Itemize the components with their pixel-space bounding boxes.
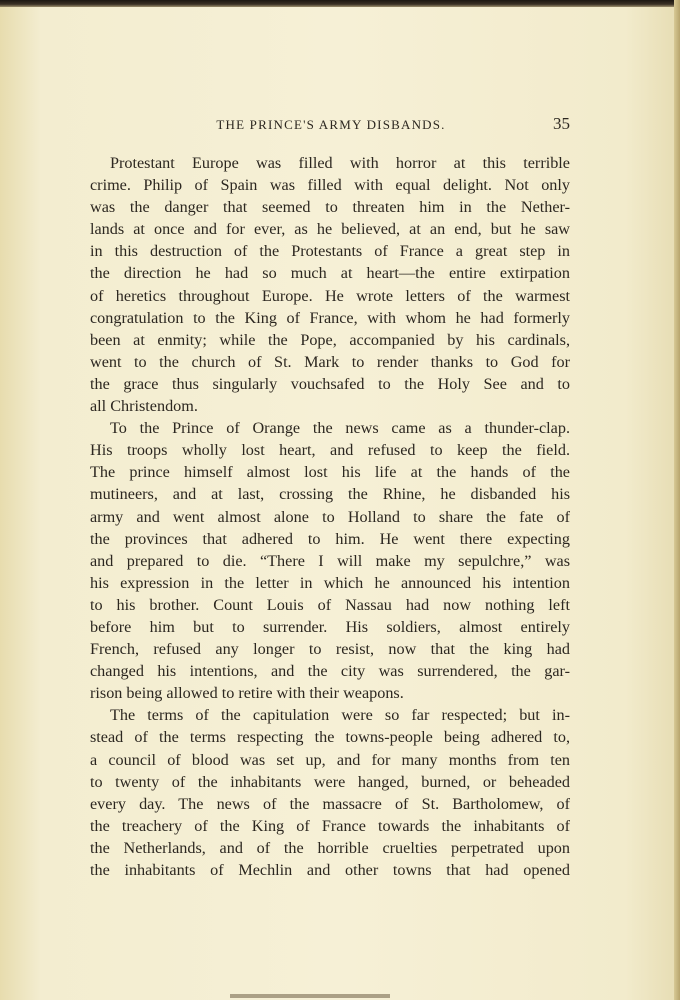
text-line: the treachery of the King of France towards the inhabitants of [90,816,570,835]
text-line: army and went almost alone to Holland to share the fate of [90,507,570,526]
text-line: congratulation to the King of France, with whom he had formerly [90,308,570,327]
text-line: of heretics throughout Europe. He wrote letters of the warmest [90,286,570,305]
text-line: The terms of the capitulation were so far respected; but in- [110,706,570,725]
text-line: was the danger that seemed to threaten him in the Nether- [90,198,570,217]
text-line: before him but to surrender. His soldiers, almost entirely [90,617,570,636]
text-line: been at enmity; while the Pope, accompanied by his cardinals, [90,330,570,349]
running-head [90,114,572,139]
running-title: THE PRINCE'S ARMY DISBANDS. [216,117,446,132]
page-bottom-edge [230,994,390,998]
text-line: French, refused any longer to resist, now that the king had [90,640,570,659]
text-line: the grace thus singularly vouchsafed to the Holy See and to [90,374,570,393]
text-line: all Christendom. [90,397,198,416]
text-line: a council of blood was set up, and for many months from ten [90,750,570,769]
text-line: to twenty of the inhabitants were hanged, burned, or beheaded [90,772,570,791]
text-line: mutineers, and at last, crossing the Rhine, he disbanded his [90,485,570,504]
text-line: Protestant Europe was filled with horror at this terrible [110,154,570,172]
text-line: to his brother. Count Louis of Nassau had now nothing left [90,595,570,614]
text-line: His troops wholly lost heart, and refused to keep the field. [90,441,570,460]
page-right-edge [674,0,680,1000]
text-line: crime. Philip of Spain was filled with equal delight. Not only [90,176,570,195]
page-top-edge [0,0,680,7]
text-line: the direction he had so much at heart—the entire extirpation [90,264,570,283]
text-line: went to the church of St. Mark to render thanks to God for [90,352,570,371]
text-line: every day. The news of the massacre of St. Bartholomew, of [90,794,570,813]
text-line: his expression in the letter in which he announced his intention [90,573,570,592]
text-line: rison being allowed to retire with their weapons. [90,684,404,703]
text-line: lands at once and for ever, as he believed, at an end, but he saw [90,220,570,239]
text-line: The prince himself almost lost his life at the hands of the [90,463,570,482]
text-line: the Netherlands, and of the horrible cruelties perpetrated upon [90,838,570,857]
page-number: 35 [553,114,570,133]
text-line: stead of the terms respecting the towns-people being adhered to, [90,728,570,747]
text-line: in this destruction of the Protestants of France a great step in [90,242,570,261]
text-line: the provinces that adhered to him. He went there expecting [90,529,570,548]
text-line: and prepared to die. “There I will make my sepulchre,” was [90,551,570,570]
text-line: To the Prince of Orange the news came as a thunder-clap. [110,419,570,438]
body-text [90,152,570,881]
text-line: the inhabitants of Mechlin and other towns that had opened [90,861,570,879]
text-line: changed his intentions, and the city was surrendered, the gar- [90,662,570,681]
